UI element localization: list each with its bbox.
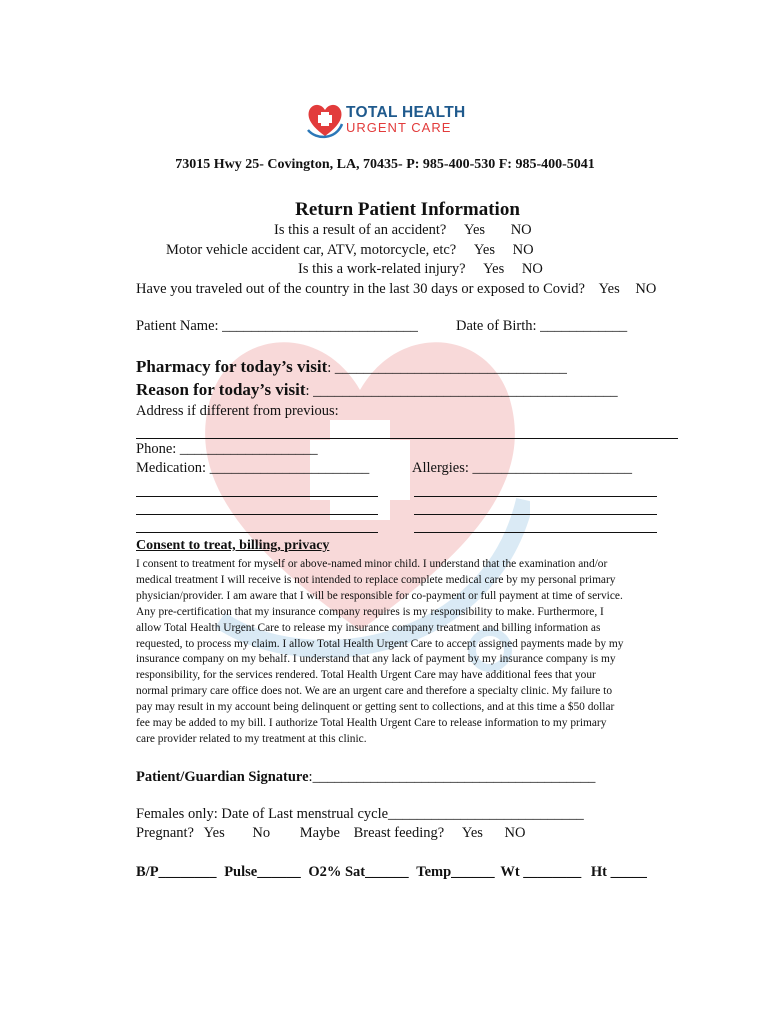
pregnant-label: Pregnant? <box>136 825 194 841</box>
date-of-birth-field[interactable]: Date of Birth: ____________ <box>456 318 628 334</box>
allergies-line[interactable] <box>414 514 657 515</box>
reason-blank[interactable]: : __________________________________________ <box>305 383 618 399</box>
patient-name-field[interactable]: Patient Name: ___________________________ <box>136 318 418 334</box>
breast-feeding-yes[interactable]: Yes <box>461 825 483 841</box>
consent-line: requested, to process my claim. I allow Total Health Urgent Care to accept assigned payments made by my <box>136 637 624 650</box>
weight-field[interactable]: Wt ________ <box>500 864 582 880</box>
question-travel-covid <box>136 281 656 298</box>
signature-label: Patient/Guardian Signature <box>136 769 309 785</box>
pharmacy-label: Pharmacy for today’s visit <box>136 357 328 376</box>
allergies-line[interactable] <box>414 532 657 533</box>
pharmacy-blank[interactable]: : ________________________________ <box>327 360 567 376</box>
pulse-field[interactable]: Pulse______ <box>224 864 301 880</box>
breast-feeding-no[interactable]: NO <box>504 825 526 841</box>
lmp-field[interactable]: Females only: Date of Last menstrual cycle___________________________ <box>136 806 584 822</box>
question-work-injury <box>298 261 543 278</box>
answer-yes[interactable]: Yes <box>463 222 486 238</box>
question-text: Is this a result of an accident? <box>274 222 447 238</box>
allergies-field[interactable]: Allergies: ______________________ <box>412 460 633 476</box>
answer-yes[interactable]: Yes <box>473 242 495 258</box>
answer-no[interactable]: NO <box>635 281 657 297</box>
heart-logo-icon <box>306 100 344 140</box>
consent-line: medical treatment I will receive is not intended to replace complete medical care by my personal primary <box>136 573 616 586</box>
medication-field[interactable]: Medication: ______________________ <box>136 460 370 476</box>
bp-field[interactable]: B/P________ <box>136 864 217 880</box>
page-title: Return Patient Information <box>295 199 520 220</box>
question-text: Motor vehicle accident car, ATV, motorcycle, etc? <box>166 242 457 258</box>
answer-yes[interactable]: Yes <box>483 261 505 277</box>
question-accident <box>274 222 532 239</box>
answer-no[interactable]: NO <box>512 242 534 258</box>
answer-no[interactable]: NO <box>510 222 532 238</box>
reason-label: Reason for today’s visit <box>136 380 306 399</box>
pregnant-yes[interactable]: Yes <box>203 825 225 841</box>
answer-no[interactable]: NO <box>521 261 543 277</box>
question-text: Have you traveled out of the country in the last 30 days or exposed to Covid? <box>136 281 585 297</box>
phone-field[interactable]: Phone: ___________________ <box>136 441 318 457</box>
consent-line: normal primary care office does not. We are an urgent care and therefore a specialty clinic. My failure to <box>136 685 613 698</box>
consent-line: I consent to treatment for myself or above-named minor child. I understand that the examination and/or <box>136 558 608 570</box>
signature-blank[interactable]: :_______________________________________ <box>308 769 596 785</box>
consent-line: responsibility, for the services rendered. Total Health Urgent Care may have additional fees that your <box>136 669 596 682</box>
question-text: Is this a work-related injury? <box>298 261 466 277</box>
address-line[interactable] <box>136 438 678 439</box>
allergies-line[interactable] <box>414 496 657 497</box>
consent-line: pay may result in my account being delinquent or getting sent to collections, and at this time a $50 dollar <box>136 701 615 714</box>
pregnant-no[interactable]: No <box>252 825 271 841</box>
answer-yes[interactable]: Yes <box>598 281 620 297</box>
consent-text <box>136 557 681 748</box>
o2-sat-field[interactable]: O2% Sat______ <box>308 864 409 880</box>
pharmacy-field[interactable] <box>136 357 567 377</box>
clinic-address: 73015 Hwy 25- Covington, LA, 70435- P: 985-400-530 F: 985-400-5041 <box>175 157 595 172</box>
medication-line[interactable] <box>136 532 378 533</box>
medication-line[interactable] <box>136 514 378 515</box>
breast-feeding-label: Breast feeding? <box>353 825 445 841</box>
signature-field[interactable] <box>136 768 595 786</box>
temp-field[interactable]: Temp______ <box>416 864 495 880</box>
consent-line: insurance company on my behalf. I understand that any lack of payment by my insurance company is my <box>136 653 616 666</box>
question-motor-vehicle <box>166 242 534 259</box>
pregnancy-row <box>136 825 526 842</box>
consent-heading: Consent to treat, billing, privacy <box>136 538 330 553</box>
consent-line: fee may be added to my bill. I authorize Total Health Urgent Care to release information to my primary <box>136 717 607 730</box>
height-field[interactable]: Ht _____ <box>590 864 647 880</box>
medication-line[interactable] <box>136 496 378 497</box>
consent-line: allow Total Health Urgent Care to release my insurance company treatment and billing information as <box>136 621 601 634</box>
pregnant-maybe[interactable]: Maybe <box>299 825 340 841</box>
logo-title: TOTAL HEALTH <box>346 104 466 121</box>
address-different-label: Address if different from previous: <box>136 403 339 419</box>
consent-line: physician/provider. I am aware that I will be responsible for co-payment or full payment at time of service. <box>136 589 623 602</box>
clinic-logo <box>306 100 466 142</box>
logo-subtitle: URGENT CARE <box>346 120 452 135</box>
consent-line: Any pre-certification that my insurance company requires is my responsibility to make. Furthermore, I <box>136 605 604 618</box>
reason-field[interactable] <box>136 380 618 400</box>
vitals-row <box>136 864 647 881</box>
consent-line: care provider related to my treatment at this clinic. <box>136 732 367 745</box>
